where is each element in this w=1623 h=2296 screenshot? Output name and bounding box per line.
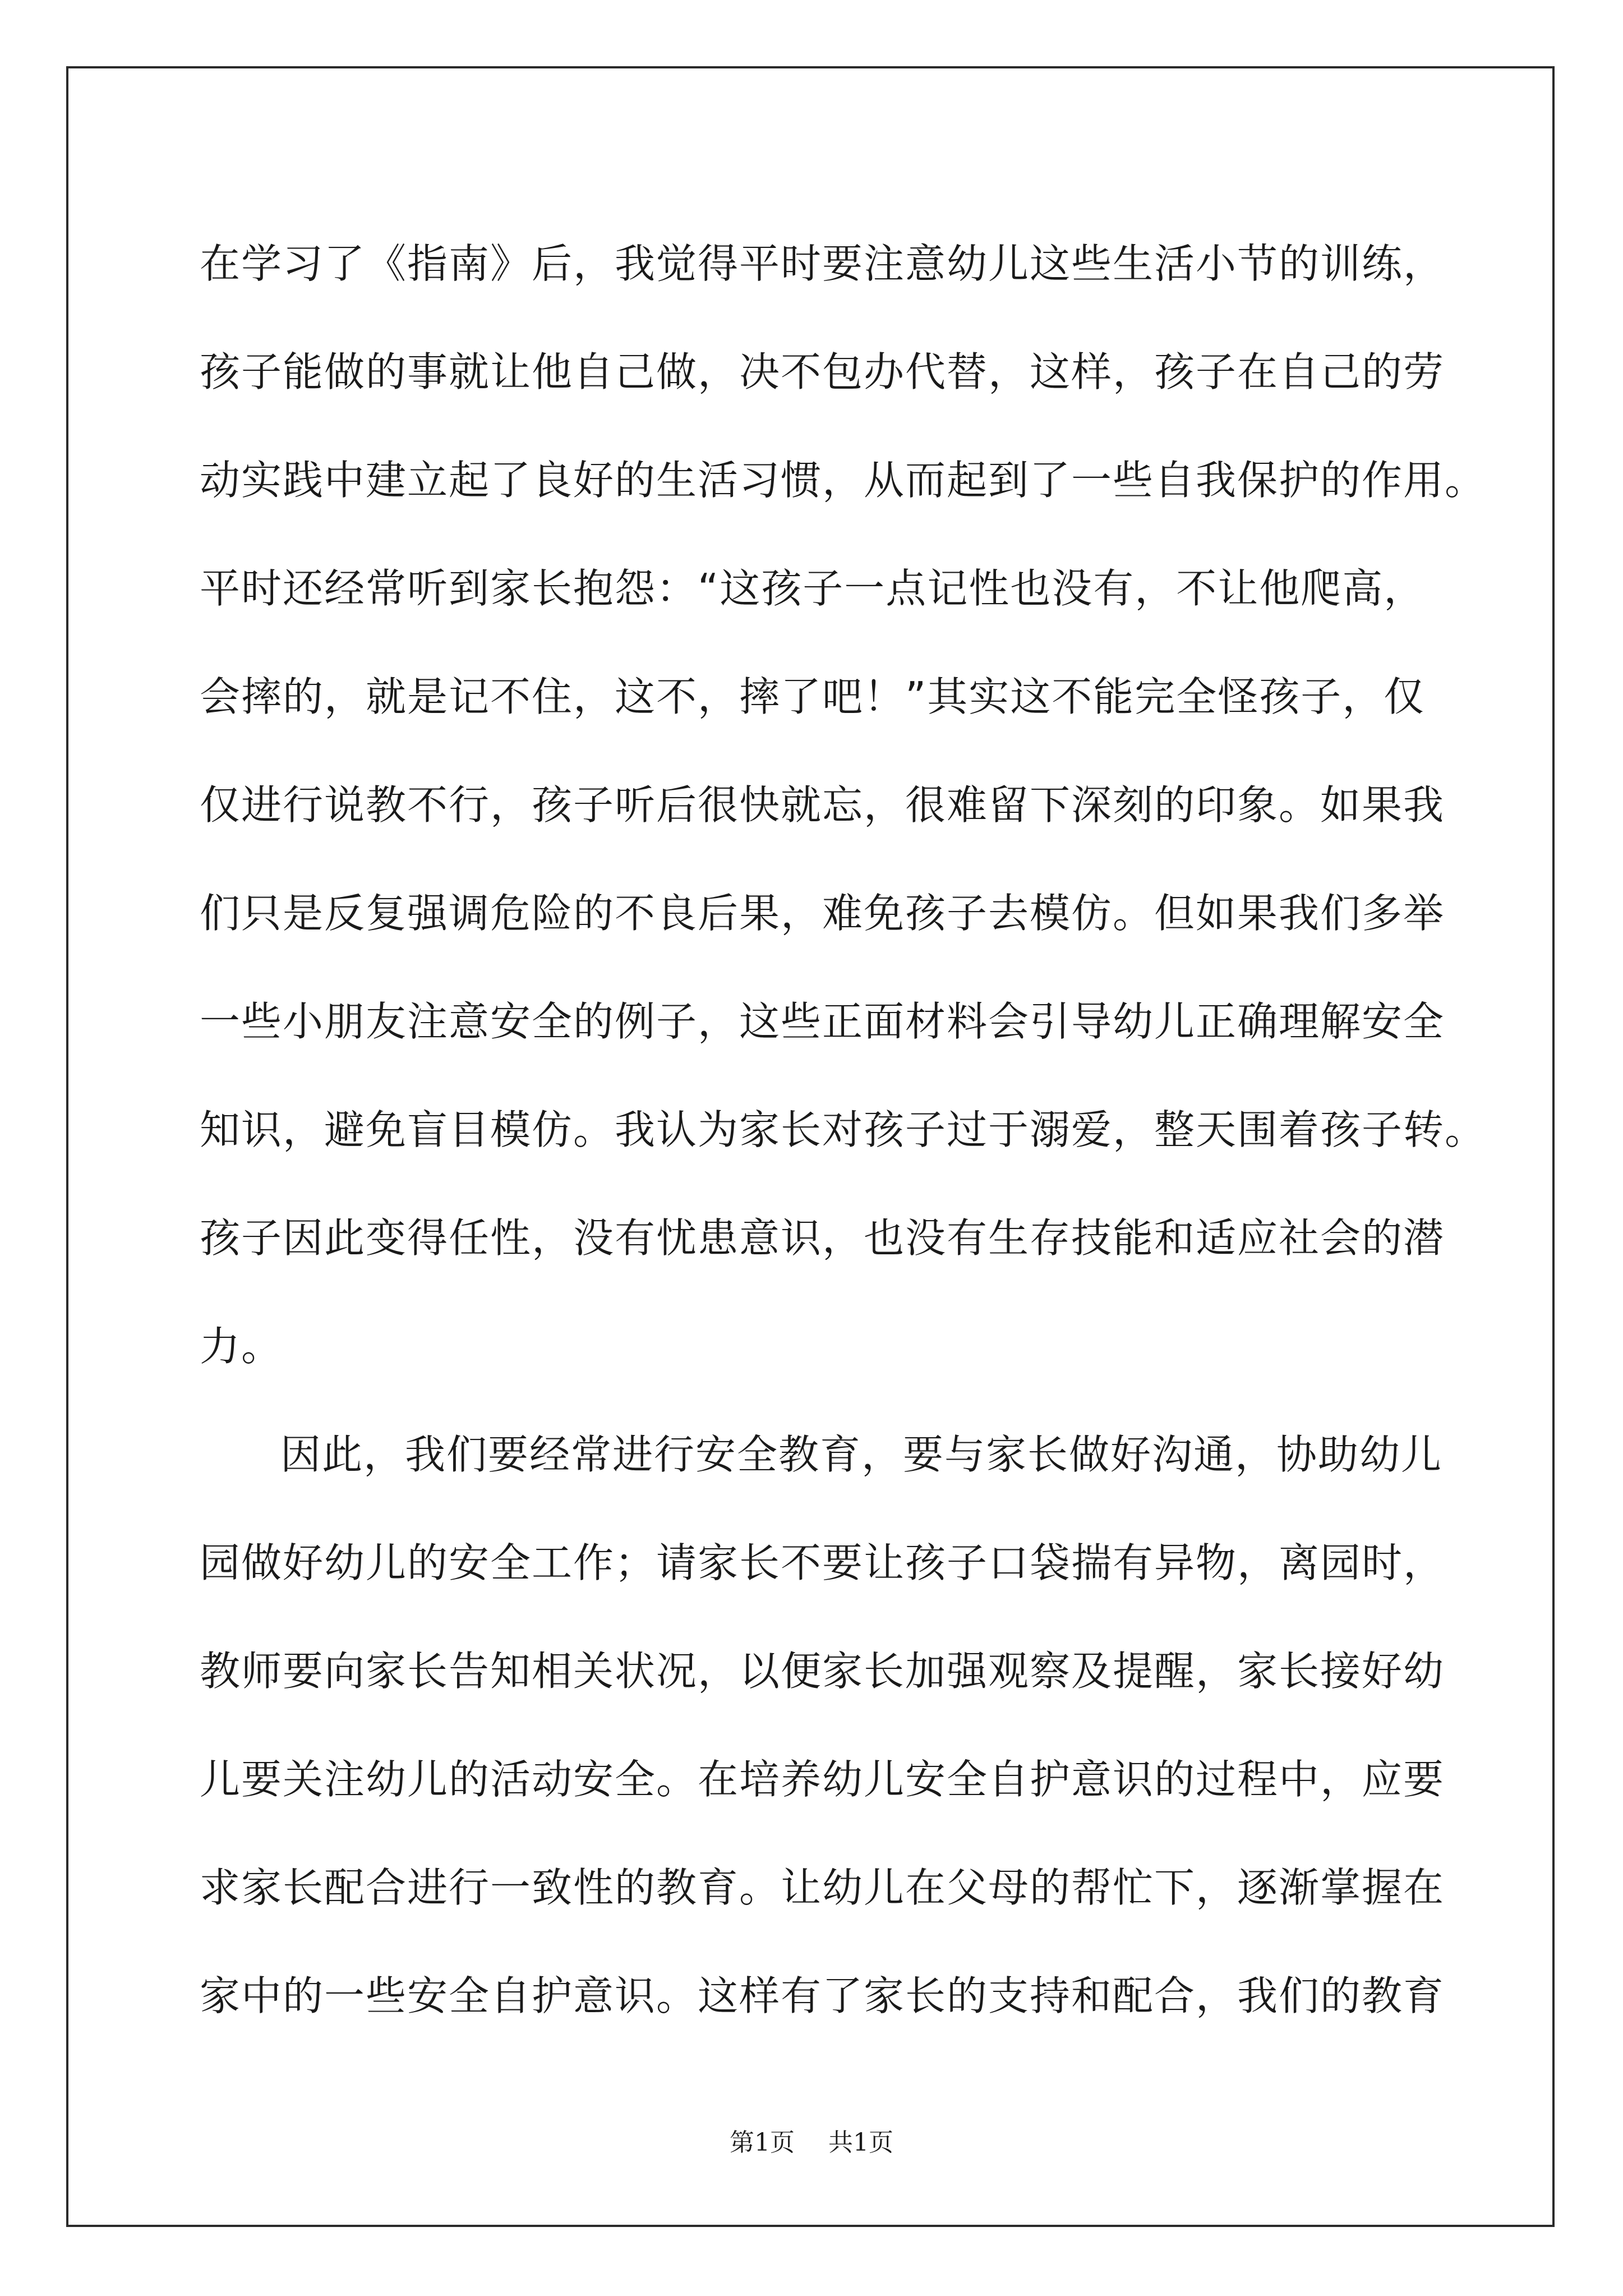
page-number: 第1页 xyxy=(730,2128,795,2157)
text-line: 会摔的，就是记不住，这不，摔了吧！”其实这不能完全怪孩子，仅 xyxy=(200,673,1426,720)
text-line-indented: 因此，我们要经常进行安全教育，要与家长做好沟通，协助幼儿 xyxy=(280,1431,1443,1478)
text-line: 孩子能做的事就让他自己做，决不包办代替，这样，孩子在自己的劳 xyxy=(200,348,1445,395)
text-line: 孩子因此变得任性，没有忧患意识，也没有生存技能和适应社会的潜 xyxy=(200,1214,1445,1262)
text-line: 力。 xyxy=(200,1323,283,1370)
page-footer xyxy=(0,2126,1623,2160)
text-line: 求家长配合进行一致性的教育。让幼儿在父母的帮忙下，逐渐掌握在 xyxy=(200,1864,1445,1911)
text-line: 在学习了《指南》后，我觉得平时要注意幼儿这些生活小节的训练， xyxy=(200,240,1445,287)
text-line: 平时还经常听到家长抱怨：“这孩子一点记性也没有，不让他爬高， xyxy=(200,565,1426,612)
text-line: 们只是反复强调危险的不良后果，难免孩子去模仿。但如果我们多举 xyxy=(200,890,1445,937)
text-line: 家中的一些安全自护意识。这样有了家长的支持和配合，我们的教育 xyxy=(200,1972,1445,2019)
text-line: 动实践中建立起了良好的生活习惯，从而起到了一些自我保护的作用。 xyxy=(200,457,1487,504)
text-line: 儿要关注幼儿的活动安全。在培养幼儿安全自护意识的过程中，应要 xyxy=(200,1756,1445,1803)
document-body xyxy=(200,210,1487,2050)
text-line: 教师要向家长告知相关状况，以便家长加强观察及提醒，家长接好幼 xyxy=(200,1648,1445,1695)
text-line: 知识，避免盲目模仿。我认为家长对孩子过于溺爱，整天围着孩子转。 xyxy=(200,1106,1487,1153)
text-line: 仅进行说教不行，孩子听后很快就忘，很难留下深刻的印象。如果我 xyxy=(200,781,1445,829)
text-line: 一些小朋友注意安全的例子，这些正面材料会引导幼儿正确理解安全 xyxy=(200,998,1445,1045)
page-total: 共1页 xyxy=(828,2128,893,2157)
text-line: 园做好幼儿的安全工作；请家长不要让孩子口袋揣有异物，离园时， xyxy=(200,1539,1445,1586)
